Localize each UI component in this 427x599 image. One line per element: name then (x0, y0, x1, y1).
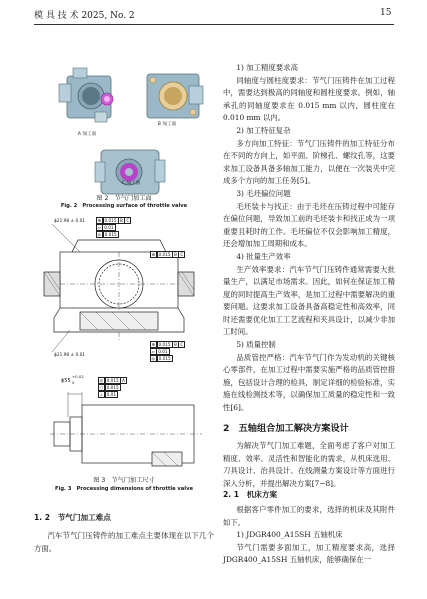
item-3-heading: 3) 毛坯偏位问题 (236, 188, 291, 198)
fcf-mid: ⊕ 0.015 B C (151, 252, 184, 257)
view-c-model (95, 150, 165, 194)
figure-2-illustration (55, 66, 210, 214)
fcf-top: ⊕ 0.015 B C (97, 218, 130, 223)
subcaption-a: A 加工面 (77, 132, 97, 137)
figure-3-caption-en: Fig. 3 Processing dimensions of throttle valve (55, 486, 193, 492)
view-a-model (59, 68, 113, 122)
fcf-55: ◎ 0.015 A (99, 378, 126, 383)
section-2-1-heading: 2. 1 机床方案 (223, 490, 278, 499)
journal-header: 模 具 技 术 2025, No. 2 (34, 11, 135, 21)
section-2-paragraph: 为解决节气门加工难题，全面考虑了客户对加工精度、效率、灵活性和智能化的需求，从机床选用、刀具设计、治具设计、在线测量方案设计等方面进行深入分析，并提出解决方案[7−8]。 (223, 441, 395, 488)
item-1-body: 同轴度与圆柱度要求：节气门压铸件在加工过程中，需要达到极高的同轴度和圆柱度要求。例如，轴承孔的同轴度要求在 0.015 mm 以内，圆柱度在 0.010 mm 以内。 (223, 75, 395, 123)
right-column-bottom (223, 504, 395, 567)
header-rule (34, 24, 394, 25)
perpendicularity-55: ⊥ 0.01 (99, 392, 116, 397)
section-2-heading: 2 五轴组合加工解决方案设计 (223, 423, 349, 434)
figure-3-caption-cn: 图 3 节气门加工尺寸 (93, 477, 155, 484)
page-number: 15 (380, 8, 392, 18)
flatness-top-2: ◎ 0.015 (97, 232, 117, 237)
dim-bottom: ϕ21.98 ± 0.01 (54, 353, 86, 358)
circularity-55: ○ 0.015 (99, 385, 119, 390)
figure-2-caption-en: Fig. 2 Processing surface of throttle valve (60, 203, 188, 209)
bore-section (50, 392, 202, 466)
dim-55-lower: 0 (72, 380, 75, 385)
dim-55: ϕ55 (61, 378, 71, 384)
machine-item-heading: 1) JDGR400_A15SH 五轴机床 (236, 530, 343, 540)
flatness-bot-2: ◎ 0.015 (151, 356, 171, 361)
figure-2-caption-cn: 图 2 节气门加工面 (96, 195, 152, 202)
subcaption-c: C 加工面 (121, 181, 141, 186)
view-b-model (147, 74, 203, 118)
dim-55-upper: +0.02 (72, 374, 84, 379)
section-2-1-paragraph: 根据客户零件加工的要求，选择的机床及其附件如下。 (223, 505, 395, 527)
item-5-body: 品质管控严格：汽车节气门作为发动机的关键核心零部件，在加工过程中需要实施严格的品质管控措施，包括设计合理的检具，制定详细的检验标准，实施在线检测技术等，以确保加工质量的稳定性和一致性[6]。 (223, 352, 395, 413)
throttle-body-front (44, 224, 194, 352)
dim-top: ϕ21.98 ± 0.01 (54, 219, 86, 224)
machine-item-body: 节气门需要多面加工，加工精度要求高，选择 JDGR400_A15SH 五轴机床，能够确保在一 (223, 542, 395, 565)
section-1-2-heading: 1. 2 节气门加工难点 (34, 513, 111, 522)
flatness-top-1: ▱ 0.01 (97, 225, 114, 230)
item-3-body: 毛坯装卡与找正：由于毛坯在压铸过程中可能存在偏位问题，导致加工前的毛坯装卡和找正成为一项重要且耗时的工作。毛坯偏位不仅会影响加工精度，还会增加加工周期和成本。 (223, 201, 395, 249)
item-1-heading: 1) 加工精度要求高 (236, 63, 298, 72)
item-2-body: 多方向加工特征：节气门压铸件的加工特征分布在不同的方向上，如平面、阶梯孔、螺纹孔等，这要求加工设备具备多轴加工能力，以便在一次装夹中完成多个方向的加工任务[5]。 (223, 138, 395, 186)
item-2-heading: 2) 加工特征复杂 (236, 125, 291, 135)
item-4-heading: 4) 批量生产效率 (236, 251, 291, 261)
left-body (34, 530, 214, 555)
section-2-intro (223, 440, 395, 490)
left-paragraph: 汽车节气门压铸件的加工难点主要体现在以下几个方面。 (34, 531, 214, 553)
item-5-heading: 5) 质量控制 (236, 340, 276, 350)
flatness-bot-1: ▱ 0.01 (151, 349, 168, 354)
fcf-bot: ⊕ 0.015 B C (151, 342, 184, 347)
item-4-body: 生产效率要求：汽车节气门压铸件通常需要大批量生产，以满足市场需求。因此，如何在保证加工精度的同时提高生产效率，是加工过程中需要解决的重要问题。这要求加工设备具备高稳定性和高效率，同时还需要优化加工工艺流程和夹具设计，以减少非加工时间。 (223, 264, 395, 337)
subcaption-b: B 加工面 (157, 122, 177, 127)
right-column-top (223, 62, 395, 415)
